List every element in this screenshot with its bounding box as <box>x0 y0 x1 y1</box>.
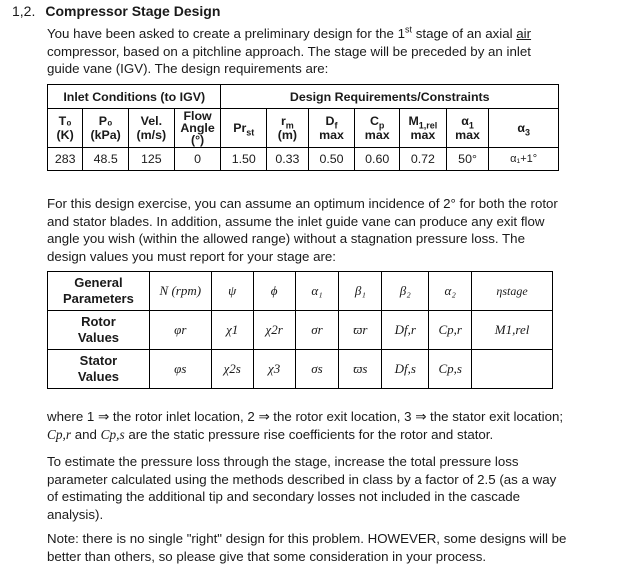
param-eta-stage: ηstage <box>472 272 553 311</box>
stator-values-label: Stator Values <box>48 350 150 389</box>
value-m1rel: 0.72 <box>400 148 447 171</box>
section-heading <box>12 3 220 19</box>
stator-sigma-s: σs <box>295 350 339 389</box>
intro-text-2: stage of an axial <box>412 26 517 41</box>
stator-phi-s: φs <box>149 350 211 389</box>
col-a3: $\alpha_3$ <box>489 109 559 148</box>
value-a3: α₁+1° <box>489 148 559 171</box>
value-prst: 1.50 <box>221 148 267 171</box>
intro-text-1: You have been asked to create a preliminary design for the 1 <box>47 26 406 41</box>
pressure-loss-paragraph: To estimate the pressure loss through the stage, increase the total pressure loss parameter calculated using the methods described in class by a factor of 2.5 (as a way of estimating the additional tip and secondary losses not included in the cascade analysis). <box>47 454 557 522</box>
locations-cpr: Cp,r <box>47 426 72 442</box>
param-n-rpm: N (rpm) <box>149 272 211 311</box>
col-df: $D_f$ max <box>308 109 355 148</box>
stator-chi2s: χ2s <box>211 350 253 389</box>
col-cp: $C_p$ max <box>355 109 400 148</box>
rotor-df-r: Df,r <box>382 311 429 350</box>
value-vel: 125 <box>129 148 175 171</box>
note-paragraph: Note: there is no single "right" design for this problem. HOWEVER, some designs will be better than others, so please give that some consideration in your process. <box>47 531 567 564</box>
stator-df-s: Df,s <box>382 350 429 389</box>
assumptions-paragraph: For this design exercise, you can assume an optimum incidence of 2° for both the rotor and stator blades. In addition, assume the inlet guide vane can produce any exit flow angle you wish (within the allowed range) without a stagnation pressure loss. The design values you must report for your stage are: <box>47 196 558 264</box>
rotor-m1rel: M1,rel <box>472 311 553 350</box>
value-to: 283 <box>48 148 83 171</box>
col-prst: $Pr_{st}$ <box>221 109 267 148</box>
stator-empty-cell <box>472 350 553 389</box>
section-title: Compressor Stage Design <box>45 3 221 19</box>
intro-paragraph <box>47 25 567 78</box>
intro-underlined: air <box>516 26 532 41</box>
rotor-loss-r: ϖr <box>339 311 382 350</box>
param-phi: ϕ <box>253 272 295 311</box>
col-po: P₀ (kPa) <box>83 109 129 148</box>
general-parameters-label: General Parameters <box>48 272 150 311</box>
col-rm: $r_m$ (m) <box>267 109 309 148</box>
col-m1rel: $M_{1,rel}$ max <box>400 109 447 148</box>
intro-text-3: compressor, based on a pitchline approach. The stage will be preceded by an inlet guide vane (IGV). The design requirements are: <box>47 43 531 77</box>
rotor-chi2r: χ2r <box>253 311 295 350</box>
stator-cp-s: Cp,s <box>429 350 472 389</box>
design-requirements-header: Design Requirements/Constraints <box>221 85 559 109</box>
design-values-table <box>47 271 553 389</box>
locations-cps: Cp,s <box>100 426 125 442</box>
rotor-sigma-r: σr <box>295 311 339 350</box>
col-flow-angle: Flow Angle (°) <box>174 109 221 148</box>
value-rm: 0.33 <box>267 148 309 171</box>
col-vel: Vel. (m/s) <box>129 109 175 148</box>
inlet-conditions-header: Inlet Conditions (to IGV) <box>48 85 221 109</box>
locations-paragraph <box>47 408 567 443</box>
param-alpha2: α₂ <box>429 272 472 311</box>
locations-text-b: and <box>71 426 101 442</box>
rotor-cp-r: Cp,r <box>429 311 472 350</box>
value-df: 0.50 <box>308 148 355 171</box>
param-psi: ψ <box>211 272 253 311</box>
param-beta1: β₁ <box>339 272 382 311</box>
section-number: 1,2. <box>12 3 36 19</box>
design-requirements-table <box>47 84 559 171</box>
stator-loss-s: ϖs <box>339 350 382 389</box>
param-beta2: β₂ <box>382 272 429 311</box>
value-cp: 0.60 <box>355 148 400 171</box>
param-alpha1: α₁ <box>295 272 339 311</box>
col-to: T₀ (K) <box>48 109 83 148</box>
locations-text-a: where 1 ⇒ the rotor inlet location, 2 ⇒ the rotor exit location, 3 ⇒ the stator exit location; <box>47 409 564 424</box>
value-po: 48.5 <box>83 148 129 171</box>
value-a1: 50° <box>446 148 489 171</box>
stator-chi3: χ3 <box>253 350 295 389</box>
rotor-values-label: Rotor Values <box>48 311 150 350</box>
locations-text-c: are the static pressure rise coefficients for the rotor and stator. <box>124 426 494 442</box>
value-flow-angle: 0 <box>174 148 221 171</box>
rotor-chi1: χ1 <box>211 311 253 350</box>
col-a1: $\alpha_1$ max <box>446 109 489 148</box>
rotor-phi-r: φr <box>149 311 211 350</box>
intro-sup: st <box>405 24 413 35</box>
